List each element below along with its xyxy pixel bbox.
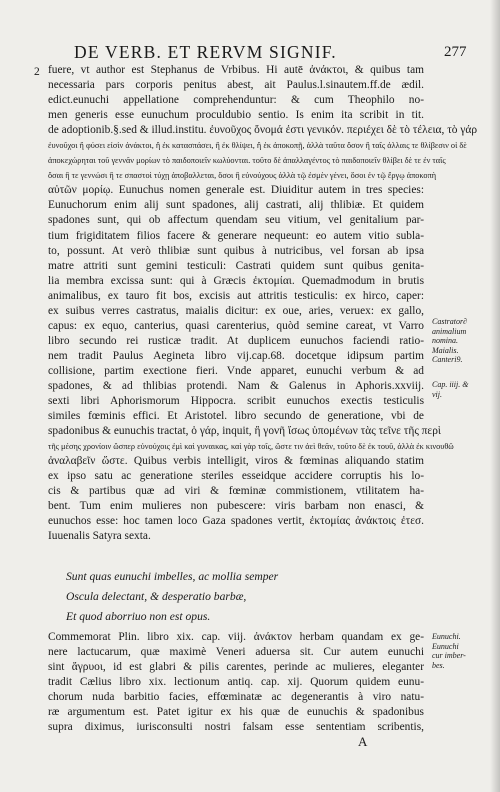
margin-number: 2	[34, 66, 40, 78]
text-line: Commemorat Plin. libro xix. cap. viij. ἀνάκτον herbam quandam ex ge-	[48, 631, 424, 643]
text-line: nere lactucarum, quæ maximè Veneri aduersa sit. Cur autem eunuchi	[48, 646, 424, 659]
text-line: ὅσαι ἢ τε γεννώσι ἢ τε σπαστοὶ τύχῃ ἀποβαλλεται, ὅσοι ἢ εὐνούχους ἀλλὰ τῷ ἐσμὲν γένει, ὅσοι ἐν τῷ ἔργῳ ἀποκοπὴ	[48, 171, 437, 181]
text-line: sint ἄγρυοι, id est glabri & pilis carentes, perinde ac mulieres, eleganter	[48, 661, 424, 674]
side-note-line: Castrator∂	[432, 317, 468, 326]
text-line: to, possunt. At verò thlibiæ sunt quibus à nutricibus, vel forsan ab ipsa	[48, 244, 424, 257]
side-note-eunuch	[432, 632, 466, 670]
text-line: chorum nuda barbitio facies, effœminatæ ac degenerantis à viro natu-	[48, 691, 424, 704]
verse-line: Sunt quas eunuchi imbelles, ac mollia semper	[66, 570, 279, 583]
text-line: matre attriti sunt gemini testiculi: Castrati quidem sunt quibus genita-	[48, 259, 424, 272]
text-line: tradit Cælius libro xix. lectionum antiq. cap. xij. Quorum quidem eunu-	[48, 676, 424, 689]
text-line: men generis esse eunuchum proculdubio sentio. Is enim ita scribit in tit.	[48, 109, 424, 122]
text-line: capus: ex equo, canterius, quasi carenterius, quòd semine careat, vt Varro	[48, 319, 424, 332]
running-title: DE VERB. ET RERVM SIGNIF.	[74, 42, 337, 62]
text-line: libro secundo rei rusticæ tradit. At duplicem eunuchos faciendi ratio-	[48, 334, 424, 347]
text-line: bent. Tum enim mulieres non pubescere: viris barbam non enasci, &	[48, 500, 424, 513]
text-line: collisione, partim exectione fieri. Vnde apparet, eunuchi verbum & ad	[48, 364, 424, 377]
text-line: spadones sunt, qui ob affectum quendam seu vitium, vel genitalium par-	[48, 214, 424, 227]
side-note-line: cur imber-	[432, 651, 466, 660]
text-line: animalibus, ex tauro fit bos, excisis aut attritis testiculis: ex hirco, caper:	[48, 289, 424, 302]
text-line: de adoptionib.§.sed & illud.institu. ἐυνοῦχος ὄνομά ἐστι γενικόν. περιέχει δὲ τὸ τέλεια, τὸ γάρ	[48, 124, 478, 137]
side-note-castration	[432, 317, 467, 365]
text-line: Eunuchorum enim alij sunt spadones, alij castrati, alij thlibiæ. Et quidem	[48, 199, 424, 212]
side-note-line: nomina.	[432, 336, 458, 345]
text-line: similes fœminis effici. Et Aristotel. libro secundo de generatione, vbi de	[48, 410, 424, 423]
text-line: tium frigiditatem filios facere & generare nequeunt: eo autem vitio subla-	[48, 229, 424, 242]
text-line: Iuuenalis Satyra sexta.	[48, 530, 151, 543]
text-line: ἐυνοῦχοι ἤ φύσει εἰσὶν ἀνάκτοι, ἢ ἐκ κατασπάσει, ἢ ἐκ θλίψει, ἢ ἐκ ἀποκοπῇ, ἀλλὰ ταῦτα ὅσον ἢ ταῖς ἀλλαις τε θλίβεσιν οἱ δὲ	[48, 141, 467, 151]
side-note-line: Canteri9.	[432, 355, 463, 364]
text-line: necessaria pars corporis penitus abest, ait Paulus.l.sinautem.ff.de ædil.	[48, 79, 424, 92]
verse-line: Oscula delectant, & desperatio barbæ,	[66, 590, 247, 603]
text-line: nem tradit Paulus Aegineta libro vij.cap.68. docetque idipsum partim	[48, 349, 424, 362]
text-line: supra diximus, iurisconsulti nostri falsam esse sententiam scribentis,	[48, 721, 424, 734]
text-line: ex ipso satu ac generatione steriles esseidque accidere corruptis his lo-	[48, 470, 424, 483]
side-note-line: Cap. iiij. &	[432, 380, 469, 389]
page-number: 277	[444, 44, 467, 60]
side-note-line: animalium	[432, 326, 467, 336]
side-note-line: Eunuchi	[432, 641, 459, 651]
text-line: spadonibus & eunuchis tractat, ὁ γάρ, inquit, ἢ γονῆ ἴσως ὑπομένων τὰς τεῖνε τῆς περὶ	[48, 425, 441, 438]
page-edge-shadow	[490, 0, 500, 792]
text-line: cis & partibus quæ ad viri & fœminæ commistionem, vtilitatem ha-	[48, 485, 424, 498]
text-line: ex suibus verres castratus, maialis dicitur: ex oue, aries, veruex: ex gallo,	[48, 304, 424, 317]
text-line: spadones, & ad thlibias protendi. Nam & Galenus in Aphoris.xxviij.	[48, 379, 424, 392]
side-note-line: bes.	[432, 660, 445, 670]
text-line: lia membra excissa sunt: qui à Græcis ἐκτομίαι. Quemadmodum in brutis	[48, 274, 424, 287]
verse-line: Et quod aborriuo non est opus.	[66, 610, 211, 623]
catchword: A	[358, 734, 368, 749]
side-note-line: Eunuchi.	[432, 632, 461, 641]
text-line: fuere, vt author est Stephanus de Vrbibus. Hi autē ἀνάκτοι, & quibus tam	[48, 64, 424, 76]
text-line: eunuchos esse: hoc tamen loco Gaza spadones vertit, ἐκτομίας ἀνάκτοις ἐτεσ.	[48, 515, 424, 528]
side-note-line: Maialis.	[432, 345, 459, 355]
side-note-line: vij.	[432, 389, 442, 399]
text-line: αὐτῶν μορίῳ. Eunuchus nomen generale est. Diuiditur autem in tres species:	[48, 184, 424, 197]
text-line: ἀναλαβεῖν ὥστε. Quibus verbis intelligit, viros & fœminas aliquando statim	[48, 455, 424, 468]
text-line: ἀποκεχώρηται τοῦ γεννᾶν μορίων τὸ παιδοποιεῖν κωλύονται. τοῦτο δὲ ἀπαλλαγέντος τὸ παιδοποιεῖν θλίβει δὲ τε ἐν ταῖς	[48, 156, 446, 166]
text-line: τῆς μέσης χρονίοιν ὥσπερ εὐνούχοις ἐμὶ καὶ γυναικας, καὶ γὰρ τοῖς, ὥστε τιν ἀεὶ θεᾶν, τοῦτο δὲ ἐκ τουῦ, ἀλλὰ ἐκ κινουθῶ	[48, 442, 454, 452]
text-line: sexti libri Aphorismorum Hippocra. scribit eunuchos exectis testiculis	[48, 395, 424, 408]
second-paragraph	[48, 630, 424, 735]
side-note-reference	[432, 380, 468, 399]
verse-quotation	[66, 567, 396, 627]
text-line: ræ argumentum est. Patet igitur ex his quæ de eunuchis & spadonibus	[48, 706, 424, 719]
text-line: edict.eunuchi appellatione comprehenduntur: & cum Theophilo no-	[48, 94, 424, 107]
